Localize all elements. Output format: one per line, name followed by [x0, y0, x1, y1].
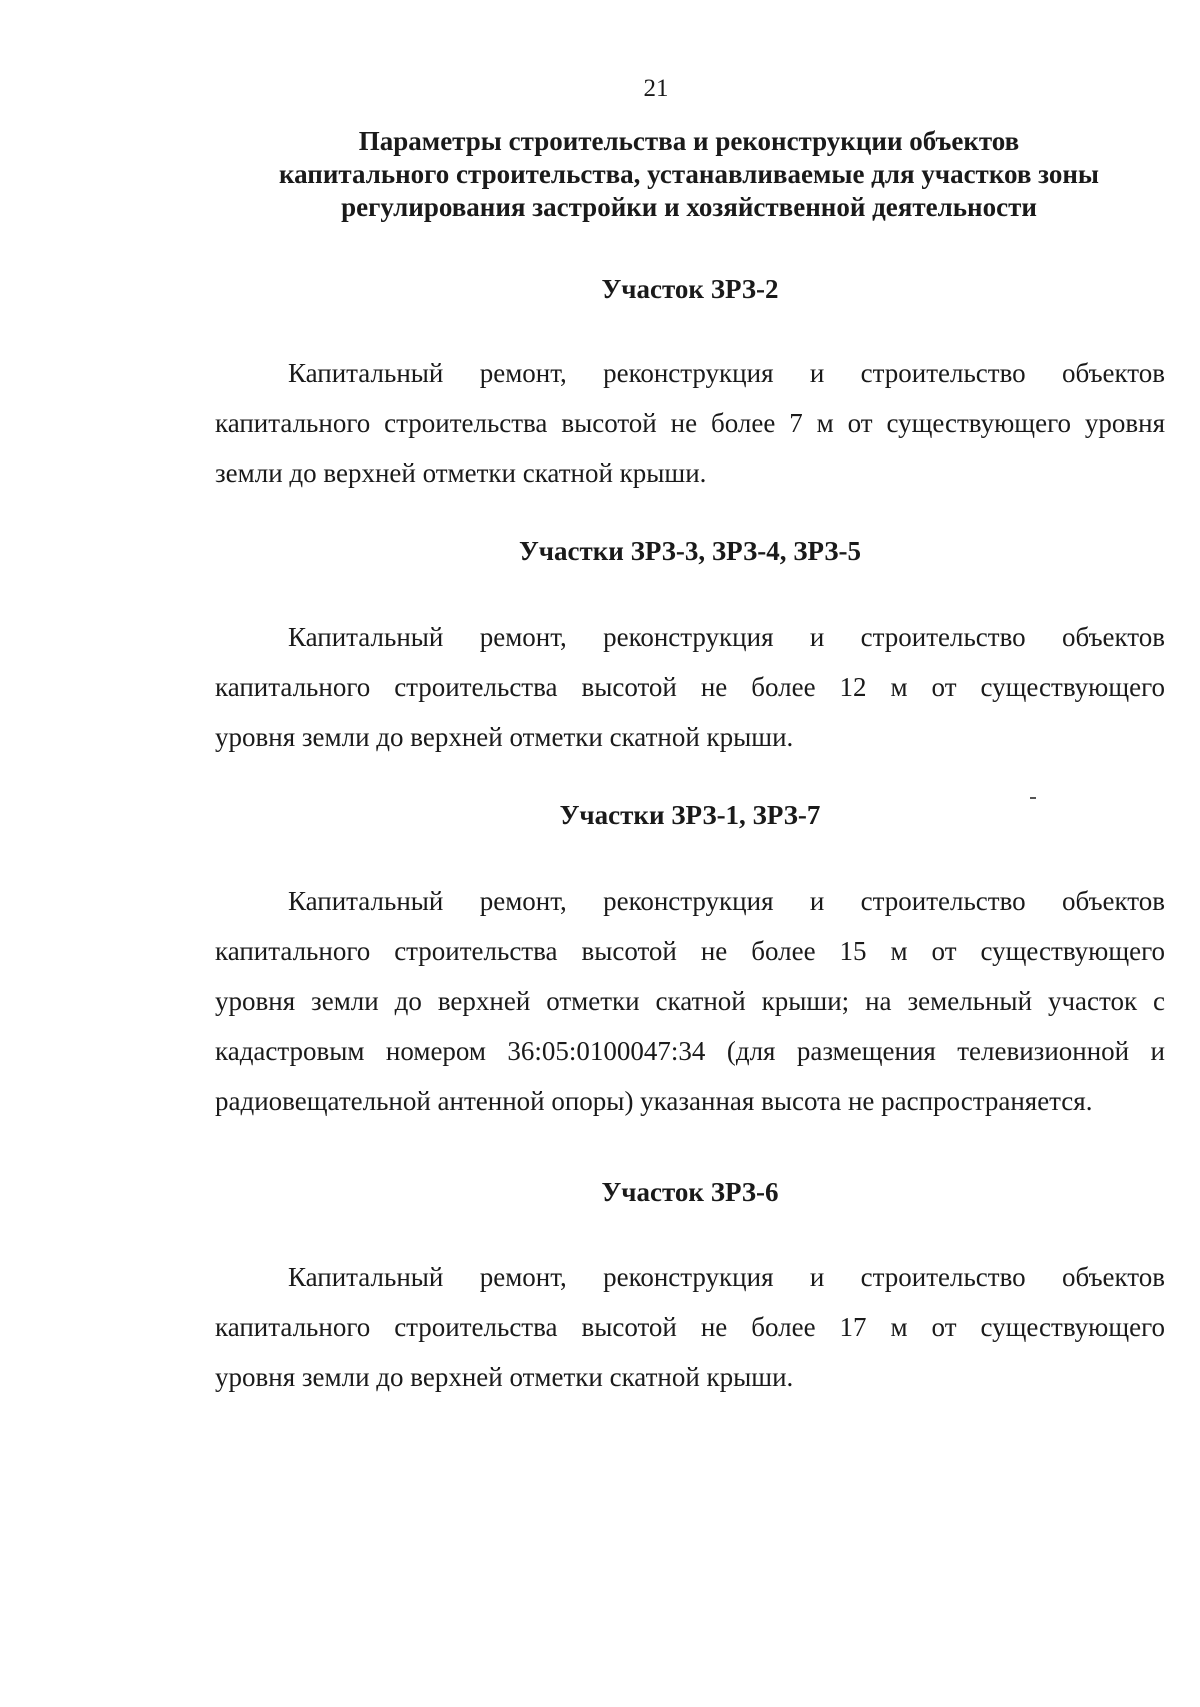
- paragraph-line: Капитальный ремонт, реконструкция и строительство объектов: [288, 886, 1165, 916]
- title-line: регулирования застройки и хозяйственной деятельности: [341, 192, 1037, 222]
- paragraph-line: уровня земли до верхней отметки скатной крыши.: [215, 1362, 794, 1392]
- paragraph-line: кадастровым номером 36:05:0100047:34 (для размещения телевизионной и: [215, 1036, 1165, 1066]
- paragraph-line: капитального строительства высотой не более 17 м от существующего: [215, 1312, 1165, 1342]
- paragraph-line: земли до верхней отметки скатной крыши.: [215, 458, 707, 488]
- paragraph-line: Капитальный ремонт, реконструкция и строительство объектов: [288, 358, 1165, 388]
- paragraph-line: радиовещательной антенной опоры) указанная высота не распространяется.: [215, 1086, 1093, 1116]
- paragraph-line: Капитальный ремонт, реконструкция и строительство объектов: [288, 622, 1165, 652]
- paragraph-line: капитального строительства высотой не более 12 м от существующего: [215, 672, 1165, 702]
- paragraph-line: Капитальный ремонт, реконструкция и строительство объектов: [288, 1262, 1165, 1292]
- document-title: [224, 125, 1154, 224]
- section-paragraph-zrz-2: [215, 348, 1165, 498]
- section-heading-zrz-6: Участок ЗРЗ-6: [601, 1177, 779, 1207]
- title-line: Параметры строительства и реконструкции объектов: [358, 126, 1020, 156]
- paragraph-line: уровня земли до верхней отметки скатной крыши; на земельный участок с: [215, 986, 1165, 1016]
- paragraph-line: капитального строительства высотой не более 7 м от существующего уровня: [215, 408, 1165, 438]
- paragraph-line: капитального строительства высотой не более 15 м от существующего: [215, 936, 1165, 966]
- section-heading-zrz-3-4-5: Участки ЗРЗ-3, ЗРЗ-4, ЗРЗ-5: [518, 536, 862, 566]
- section-heading-zrz-1-7: Участки ЗРЗ-1, ЗРЗ-7: [559, 800, 821, 830]
- section-paragraph-zrz-6: [215, 1252, 1165, 1402]
- paragraph-line: уровня земли до верхней отметки скатной крыши.: [215, 722, 794, 752]
- section-paragraph-zrz-1-7: [215, 876, 1165, 1126]
- section-paragraph-zrz-3-4-5: [215, 612, 1165, 762]
- section-heading-zrz-2: Участок ЗРЗ-2: [601, 274, 779, 304]
- page-number: 21: [643, 75, 669, 102]
- title-line: капитального строительства, устанавливаемые для участков зоны: [278, 159, 1100, 189]
